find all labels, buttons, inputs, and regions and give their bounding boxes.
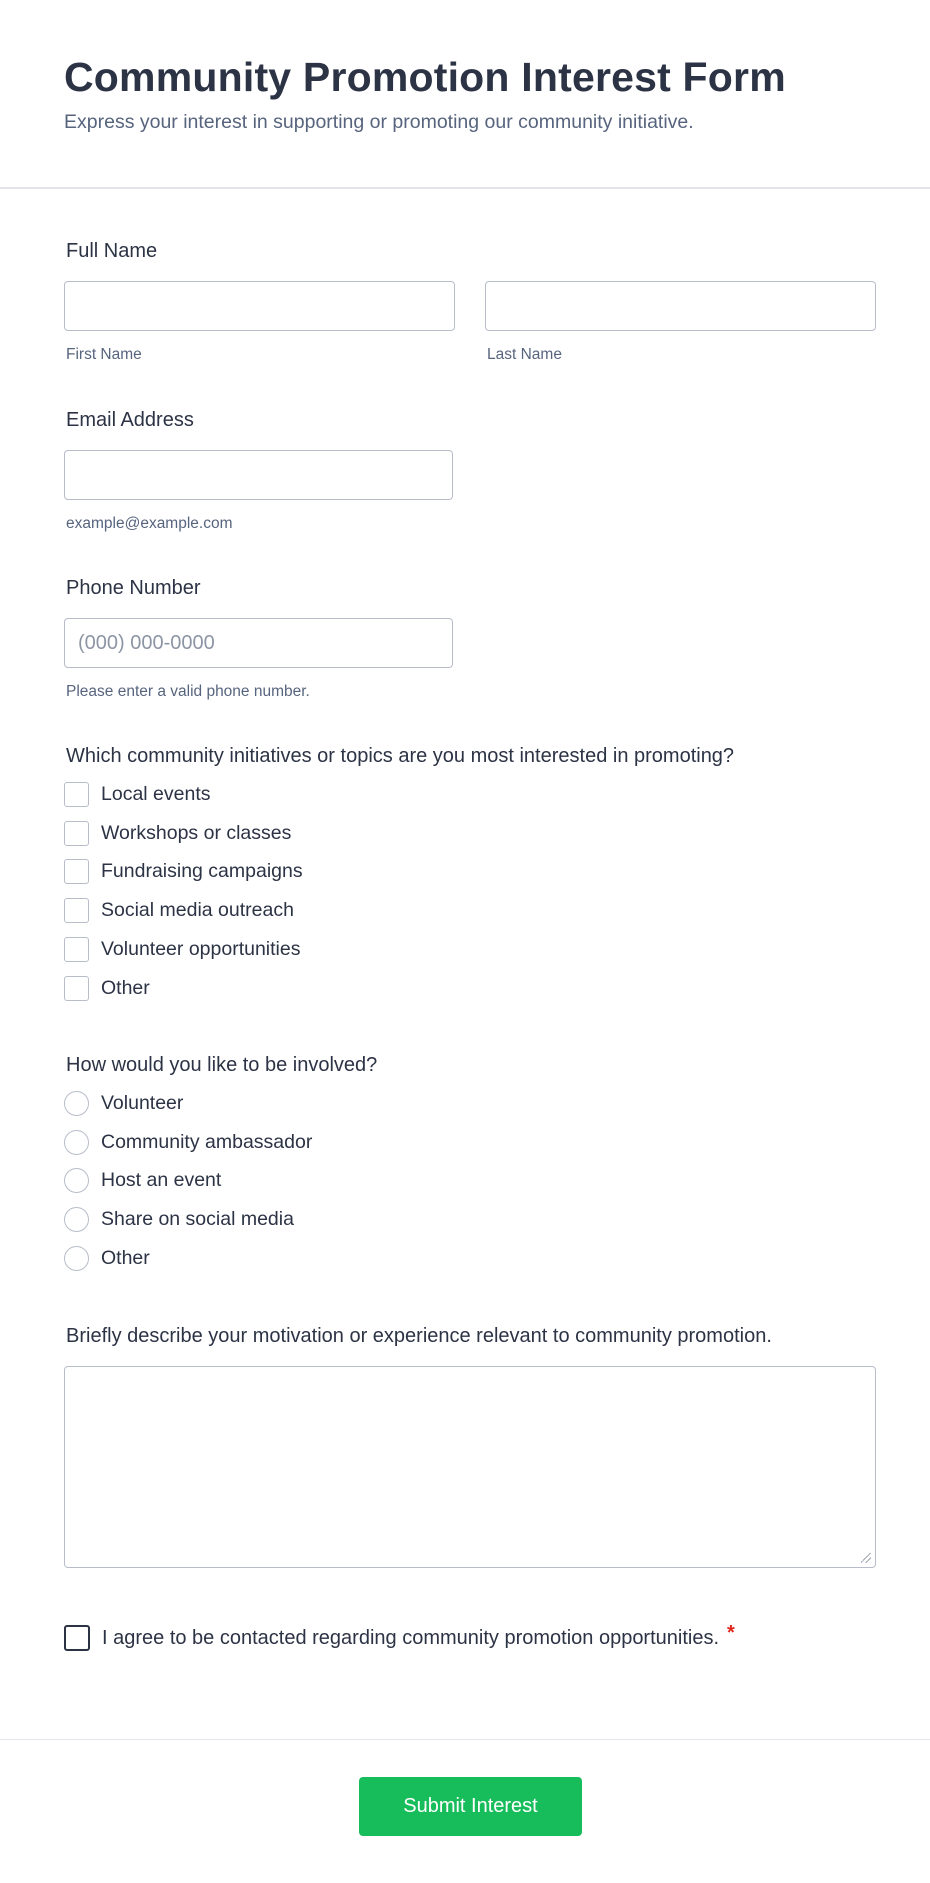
topic-option-fundraising[interactable] xyxy=(64,853,734,892)
full-name-field xyxy=(64,238,876,365)
email-sublabel: example@example.com xyxy=(66,515,233,532)
topics-question: Which community initiatives or topics are you most interested in promoting? xyxy=(66,745,735,767)
phone-field xyxy=(64,575,453,702)
submit-button[interactable]: Submit Interest xyxy=(359,1777,582,1836)
topics-field xyxy=(64,743,734,1008)
checkbox[interactable] xyxy=(64,937,89,962)
involvement-field xyxy=(64,1052,377,1278)
topic-option-local-events[interactable] xyxy=(64,775,734,814)
radio-button[interactable] xyxy=(64,1130,89,1155)
topic-option-workshops[interactable] xyxy=(64,814,734,853)
checkbox[interactable] xyxy=(64,859,89,884)
form-header xyxy=(0,0,930,189)
involvement-question: How would you like to be involved? xyxy=(66,1054,378,1076)
option-label: Workshops or classes xyxy=(101,821,292,844)
motivation-label: Briefly describe your motivation or experience relevant to community promotion. xyxy=(66,1325,772,1347)
last-name-sublabel: Last Name xyxy=(487,346,562,363)
option-label: Community ambassador xyxy=(101,1130,313,1153)
radio-button[interactable] xyxy=(64,1091,89,1116)
last-name-input[interactable] xyxy=(485,281,876,331)
email-label: Email Address xyxy=(66,409,194,431)
email-input[interactable] xyxy=(64,450,453,500)
full-name-label: Full Name xyxy=(66,240,158,262)
topic-option-other[interactable] xyxy=(64,969,734,1008)
form-footer xyxy=(0,1739,930,1883)
topic-option-volunteer[interactable] xyxy=(64,930,734,969)
email-field xyxy=(64,407,453,534)
option-label: Other xyxy=(101,1247,150,1270)
option-label: Host an event xyxy=(101,1169,222,1192)
topic-option-social-media[interactable] xyxy=(64,891,734,930)
phone-label: Phone Number xyxy=(66,577,201,599)
option-label: Fundraising campaigns xyxy=(101,860,303,883)
resize-handle-icon[interactable] xyxy=(861,1553,871,1563)
involvement-option-ambassador[interactable] xyxy=(64,1123,377,1162)
phone-sublabel: Please enter a valid phone number. xyxy=(66,683,310,700)
agreement-text: I agree to be contacted regarding community promotion opportunities. xyxy=(102,1626,720,1649)
first-name-sublabel: First Name xyxy=(66,346,142,363)
option-label: Volunteer opportunities xyxy=(101,938,301,961)
checkbox[interactable] xyxy=(64,898,89,923)
radio-button[interactable] xyxy=(64,1207,89,1232)
involvement-option-share-social[interactable] xyxy=(64,1200,377,1239)
checkbox[interactable] xyxy=(64,821,89,846)
checkbox[interactable] xyxy=(64,782,89,807)
radio-button[interactable] xyxy=(64,1168,89,1193)
agreement-checkbox[interactable] xyxy=(64,1625,90,1651)
option-label: Share on social media xyxy=(101,1208,294,1231)
involvement-option-other[interactable] xyxy=(64,1239,377,1278)
option-label: Volunteer xyxy=(101,1091,184,1114)
involvement-option-host-event[interactable] xyxy=(64,1162,377,1201)
involvement-option-volunteer[interactable] xyxy=(64,1084,377,1123)
motivation-textarea[interactable] xyxy=(64,1366,876,1568)
option-label: Local events xyxy=(101,782,211,805)
option-label: Other xyxy=(101,976,150,999)
checkbox[interactable] xyxy=(64,976,89,1001)
agreement-option[interactable] xyxy=(64,1621,735,1651)
page-title: Community Promotion Interest Form xyxy=(64,54,786,100)
option-label: Social media outreach xyxy=(101,899,294,922)
first-name-input[interactable] xyxy=(64,281,455,331)
radio-button[interactable] xyxy=(64,1246,89,1271)
motivation-field xyxy=(64,1323,876,1568)
page-subtitle: Express your interest in supporting or promoting our community initiative. xyxy=(64,111,694,133)
phone-input[interactable] xyxy=(64,618,453,668)
agreement-field xyxy=(64,1621,735,1651)
required-asterisk: * xyxy=(727,1621,735,1644)
